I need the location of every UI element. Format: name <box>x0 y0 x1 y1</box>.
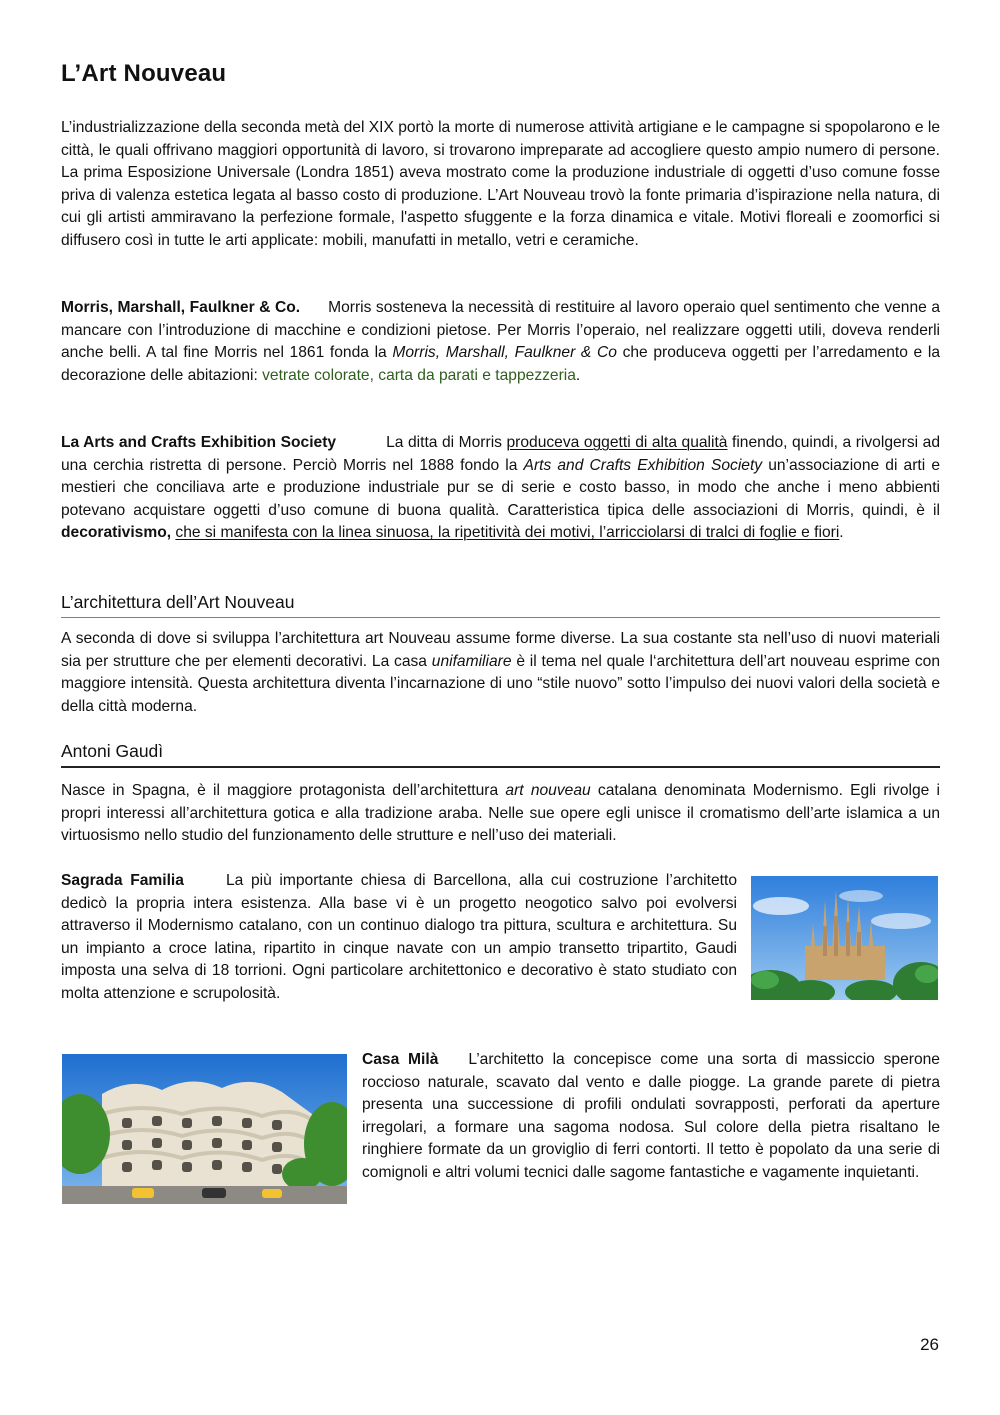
gaudi-text-1: Nasce in Spagna, è il maggiore protagonista dell’architettura <box>61 782 506 799</box>
arts-lead: La Arts and Crafts Exhibition Society <box>61 434 337 451</box>
casa-mila-photo <box>62 1054 347 1204</box>
sagrada-lead: Sagrada Familia <box>61 872 184 889</box>
casa-mila-image <box>62 1054 347 1204</box>
sagrada-familia-photo <box>751 876 938 1000</box>
morris-products-highlight: vetrate colorate, carta da parati e tappezzeria <box>262 366 576 384</box>
architecture-paragraph <box>61 628 940 718</box>
morris-text-1: Morris sosteneva la necessità di restituire al lavoro operaio quel sentimento che venne a mancare con l’introduzione di macchine e condizioni pietose. Per Morris l’operaio, nel realizzare oggetti utili, doveva renderli anche belli. A tal fine Morris nel 1861 fonda la <box>61 299 941 362</box>
morris-text-2: che produceva oggetti per l’arredamento e la decorazione delle abitazioni: <box>61 344 940 384</box>
sagrada-text: La più importante chiesa di Barcellona, alla cui costruzione l’architetto dedicò la propria intera esistenza. Alla base vi è un progetto neogotico salvo poi evolversi attraverso il Modernismo catalano, con un continuo dialogo tra pittura, scultura e architettura. Su un impianto a croce latina, ripartito in cinque navate con un ampio transetto tripartito, Gaudi imposta una selva di 18 torrioni. Ogni particolare architettonico e decorativo è stato studiato con molta attenzione e scrupolosità. <box>61 872 737 1002</box>
section-heading-gaudi: Antoni Gaudì <box>61 741 940 768</box>
morris-paragraph <box>61 297 940 387</box>
mila-lead: Casa Milà <box>362 1051 439 1068</box>
arts-text-1: La ditta di Morris <box>386 434 507 451</box>
architecture-italic: unifamiliare <box>431 652 512 670</box>
page-number: 26 <box>920 1335 939 1354</box>
section-heading-architecture: L’architettura dell’Art Nouveau <box>61 592 940 618</box>
arts-underline-2: che si manifesta con la linea sinuosa, la ripetitività dei motivi, l’arricciolarsi di tralci di foglie e fiori <box>175 524 840 542</box>
intro-paragraph <box>61 117 940 253</box>
morris-lead: Morris, Marshall, Faulkner & Co. <box>61 299 301 316</box>
sagrada-familia-image <box>751 876 938 1000</box>
sagrada-paragraph <box>61 870 737 1006</box>
arts-text-2: finendo, quindi, a rivolgersi ad una cerchia ristretta di persone. Perciò Morris nel 1888 fondo la <box>61 434 940 474</box>
architecture-text-2: è il tema nel quale l‘architettura dell’art nouveau esprime con maggiore intensità. Questa architettura diventa l’incarnazione di uno “stile nuovo” sotto l’impulso dei nuovi valori della società e della città moderna. <box>61 652 940 715</box>
arts-bold-decorativismo: decorativismo, <box>61 524 172 542</box>
gaudi-paragraph <box>61 780 940 848</box>
intro-text: L’industrializzazione della seconda metà del XIX portò la morte di numerose attività artigiane e le campagne si spopolarono e le città, le quali offrivano maggiori opportunità di lavoro, si trovarono impreparate ad accogliere questo ampio numero di persone. La prima Esposizione Universale (Londra 1851) aveva mostrato come la produzione industriale di oggetti d’uso comune fosse priva di valenza estetica legata al basso costo di produzione. L’Art Nouveau trovò la fonte primaria d’ispirazione nella natura, di cui gli artisti ammiravano la perfezione formale, l'aspetto sfuggente e la forza dinamica e vitale. Motivi floreali e zoomorfici si diffusero così in tutte le arti applicate: mobili, manufatti in metallo, vetri e ceramiche. <box>61 119 940 249</box>
arts-underline-1: produceva oggetti di alta qualità <box>506 434 728 451</box>
architecture-text-1: A seconda di dove si sviluppa l’architettura art Nouveau assume forme diverse. La sua costante sta nell’uso di nuovi materiali sia per strutture che per elementi decorativi. La casa <box>61 630 940 670</box>
gaudi-italic: art nouveau <box>505 782 591 799</box>
arts-end: . <box>839 524 844 542</box>
mila-text: L’architetto la concepisce come una sorta di massiccio sperone roccioso naturale, scavato dal vento e dalle piogge. La grande parete di pietra presenta una successione di profili ondulati sovrapposti, perforati da aperture irregolari, a formare una sagoma nodosa. Sul colore della pietra risaltano le ringhiere formate da un groviglio di ferri contorti. Il tetto è popolato da una serie di comignoli e altri volumi tecnici dalle sagome fantastiche e vagamente inquietanti. <box>362 1051 940 1181</box>
morris-end: . <box>575 366 581 384</box>
morris-company-italic: Morris, Marshall, Faulkner & Co <box>392 344 617 362</box>
arts-text-3: un’associazione di arti e mestieri che conciliava arte e produzione industriale pur se di serie e costo basso, in modo che anche i meno abbienti potevano acquistare oggetti d’uso comune di buona qualità. Caratteristica tipica delle associazioni di Morris, quindi, è il <box>61 456 940 519</box>
arts-society-italic: Arts and Crafts Exhibition Society <box>523 456 763 474</box>
gaudi-text-2: catalana denominata Modernismo. Egli rivolge i propri interessi all’architettura gotica e alla tradizione araba. Nelle sue opere egli unisce il cromatismo dell’arte islamica a un virtuosismo nello studio del funzionamento delle strutture e nell’uso dei materiali. <box>61 782 940 845</box>
arts-crafts-paragraph <box>61 432 940 545</box>
page-title: L’Art Nouveau <box>61 60 227 87</box>
casa-mila-paragraph <box>362 1049 940 1185</box>
